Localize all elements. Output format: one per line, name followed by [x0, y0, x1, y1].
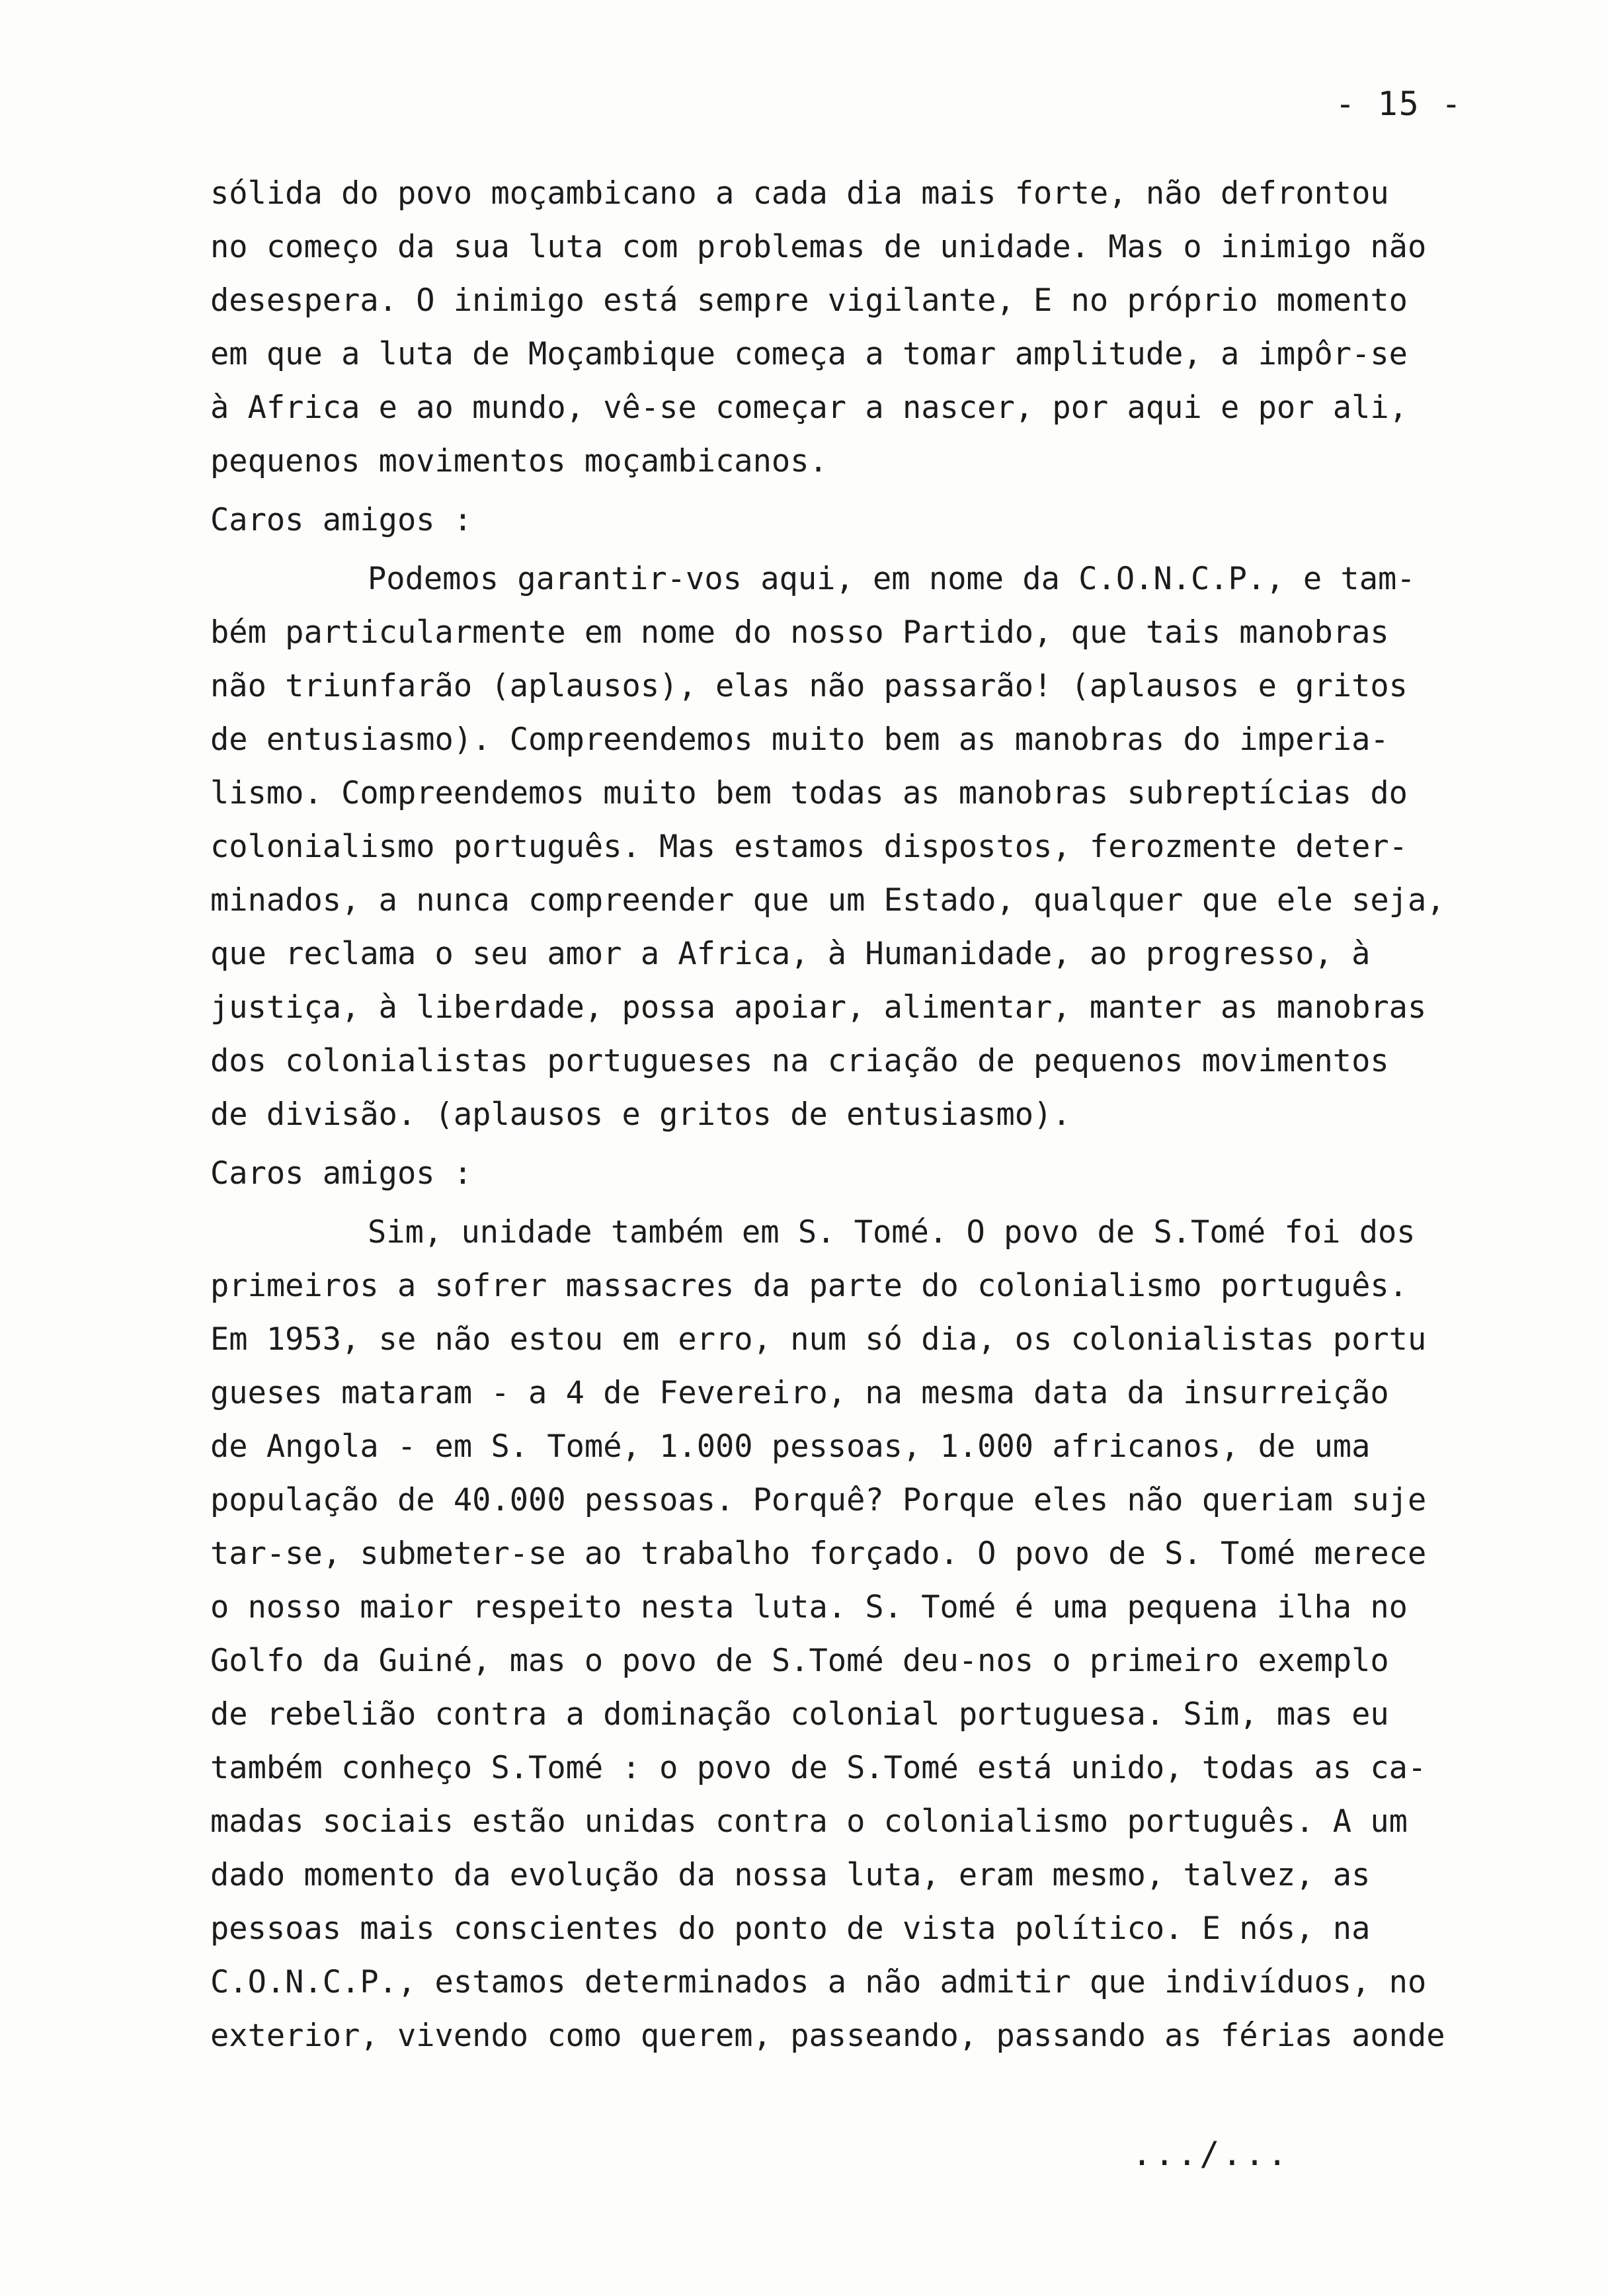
continuation-mark: .../...	[1132, 2135, 1290, 2173]
salutation: Caros amigos :	[210, 1155, 473, 1192]
text-line: Em 1953, se não estou em erro, num só dia, os colonialistas portu	[210, 1321, 1427, 1358]
text-line: pequenos movimentos moçambicanos.	[210, 443, 828, 479]
text-line: colonialismo português. Mas estamos dispostos, ferozmente deter-	[210, 829, 1408, 865]
text-line: bém particularmente em nome do nosso Partido, que tais manobras	[210, 614, 1389, 651]
text-line: de entusiasmo). Compreendemos muito bem as manobras do imperia-	[210, 721, 1389, 758]
text-line: tar-se, submeter-se ao trabalho forçado. O povo de S. Tomé merece	[210, 1536, 1427, 1572]
text-line: pessoas mais conscientes do ponto de vista político. E nós, na	[210, 1910, 1371, 1947]
text-line: não triunfarão (aplausos), elas não passarão! (aplausos e gritos	[210, 668, 1408, 704]
text-line: minados, a nunca compreender que um Estado, qualquer que ele seja,	[210, 882, 1445, 919]
text-line: Podemos garantir-vos aqui, em nome da C.O.N.C.P., e tam-	[368, 561, 1416, 597]
text-line: madas sociais estão unidas contra o colonialismo português. A um	[210, 1803, 1408, 1840]
paragraph-2	[210, 552, 1506, 1141]
text-line: dos colonialistas portugueses na criação de pequenos movimentos	[210, 1043, 1389, 1079]
text-line: justiça, à liberdade, possa apoiar, alimentar, manter as manobras	[210, 989, 1427, 1026]
text-line: em que a luta de Moçambique começa a tomar amplitude, a impôr-se	[210, 336, 1408, 372]
text-line: de Angola - em S. Tomé, 1.000 pessoas, 1.000 africanos, de uma	[210, 1428, 1371, 1465]
text-line: no começo da sua luta com problemas de unidade. Mas o inimigo não	[210, 229, 1427, 265]
salutation: Caros amigos :	[210, 502, 473, 538]
body-text	[210, 167, 1506, 2063]
text-line: população de 40.000 pessoas. Porquê? Porque eles não queriam suje	[210, 1482, 1427, 1518]
text-line: exterior, vivendo como querem, passeando, passando as férias aonde	[210, 2018, 1445, 2054]
text-line: de rebelião contra a dominação colonial portuguesa. Sim, mas eu	[210, 1696, 1389, 1733]
text-line: C.O.N.C.P., estamos determinados a não admitir que indivíduos, no	[210, 1964, 1427, 2000]
text-line: primeiros a sofrer massacres da parte do colonialismo português.	[210, 1268, 1408, 1304]
text-line: gueses mataram - a 4 de Fevereiro, na mesma data da insurreição	[210, 1375, 1389, 1411]
paragraph-3	[210, 1206, 1506, 2063]
text-line: lismo. Compreendemos muito bem todas as manobras subreptícias do	[210, 775, 1408, 811]
text-line: também conheço S.Tomé : o povo de S.Tomé está unido, todas as ca-	[210, 1750, 1427, 1786]
paragraph-1	[210, 167, 1506, 488]
text-line: à Africa e ao mundo, vê-se começar a nascer, por aqui e por ali,	[210, 390, 1408, 426]
text-line: Golfo da Guiné, mas o povo de S.Tomé deu-nos o primeiro exemplo	[210, 1643, 1389, 1679]
text-line: sólida do povo moçambicano a cada dia mais forte, não defrontou	[210, 175, 1389, 212]
text-line: desespera. O inimigo está sempre vigilante, E no próprio momento	[210, 282, 1408, 319]
text-line: Sim, unidade também em S. Tomé. O povo de S.Tomé foi dos	[368, 1214, 1416, 1250]
text-line: o nosso maior respeito nesta luta. S. Tomé é uma pequena ilha no	[210, 1589, 1408, 1625]
text-line: de divisão. (aplausos e gritos de entusiasmo).	[210, 1096, 1071, 1133]
page-number: - 15 -	[1335, 85, 1463, 123]
text-line: dado momento da evolução da nossa luta, eram mesmo, talvez, as	[210, 1857, 1371, 1893]
text-line: que reclama o seu amor a Africa, à Humanidade, ao progresso, à	[210, 936, 1371, 972]
